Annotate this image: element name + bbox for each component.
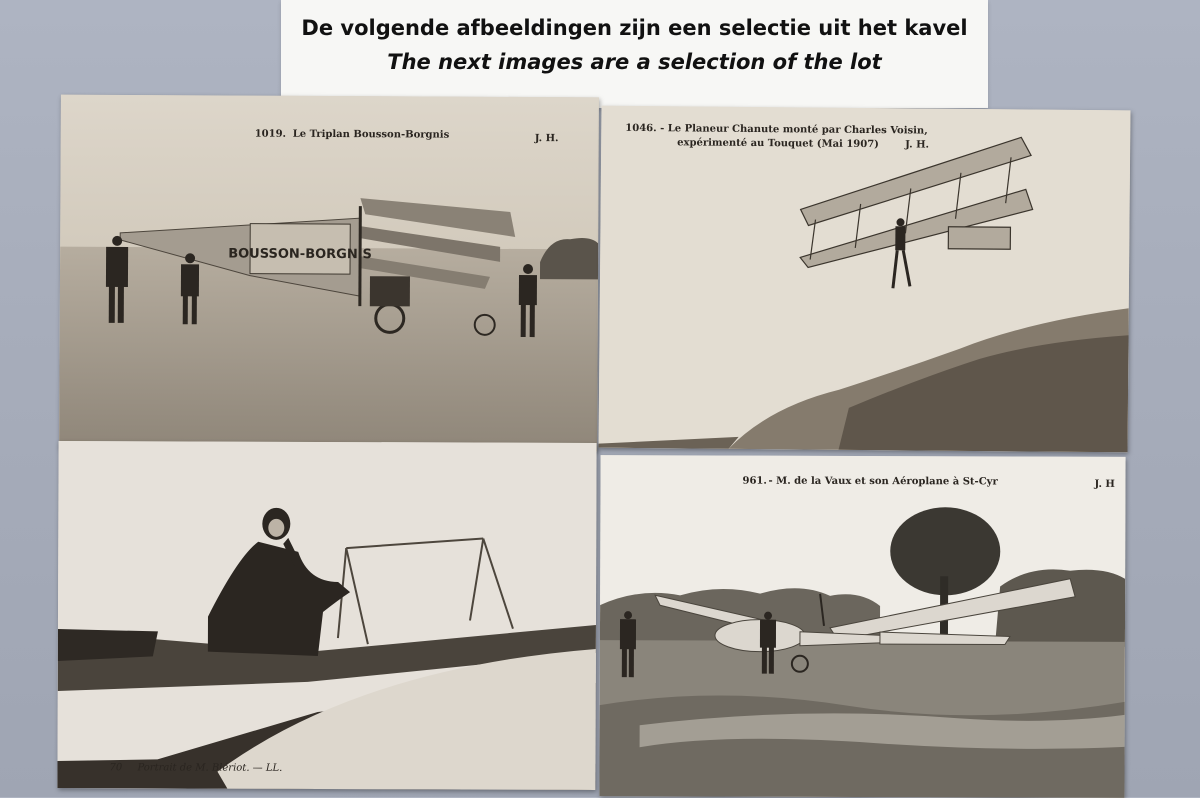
postcard-publisher: J. H (1094, 478, 1115, 490)
fuselage-lettering: BOUSSON-BORGNIS (228, 246, 372, 263)
chanute-glider-photo (599, 106, 1131, 453)
postcard-publisher: J. H. (905, 139, 930, 151)
postcard-caption-line-1: 1046. - Le Planeur Chanute monté par Charles Voisin, (625, 122, 928, 137)
postcard-number: 70 (109, 762, 123, 774)
postcard-publisher: J. H. (534, 133, 559, 145)
postcard-number: 1019. (254, 128, 287, 140)
de-la-vaux-photo (599, 455, 1125, 798)
postcard-de-la-vaux (599, 455, 1125, 798)
lot-banner (281, 0, 988, 108)
banner-english-text: The next images are a selection of the lot (387, 50, 882, 74)
bleriot-photo (57, 441, 596, 790)
postcard-caption: Portrait de M. Blériot. — LL. (137, 762, 283, 774)
triplan-photo (59, 95, 599, 452)
banner-dutch-text: De volgende afbeeldingen zijn een selectie uit het kavel (301, 16, 968, 40)
postcard-bleriot-portrait (57, 441, 596, 790)
postcard-title: - M. de la Vaux et son Aéroplane à St-Cyr (768, 475, 998, 488)
postcard-caption-line-2: expérimenté au Touquet (Mai 1907) (677, 137, 879, 151)
postcard-triplan (59, 95, 599, 452)
postcard-number: 961. (742, 475, 767, 487)
postcard-chanute-glider (599, 106, 1131, 453)
postcard-title: Le Triplan Bousson-Borgnis (292, 128, 450, 141)
